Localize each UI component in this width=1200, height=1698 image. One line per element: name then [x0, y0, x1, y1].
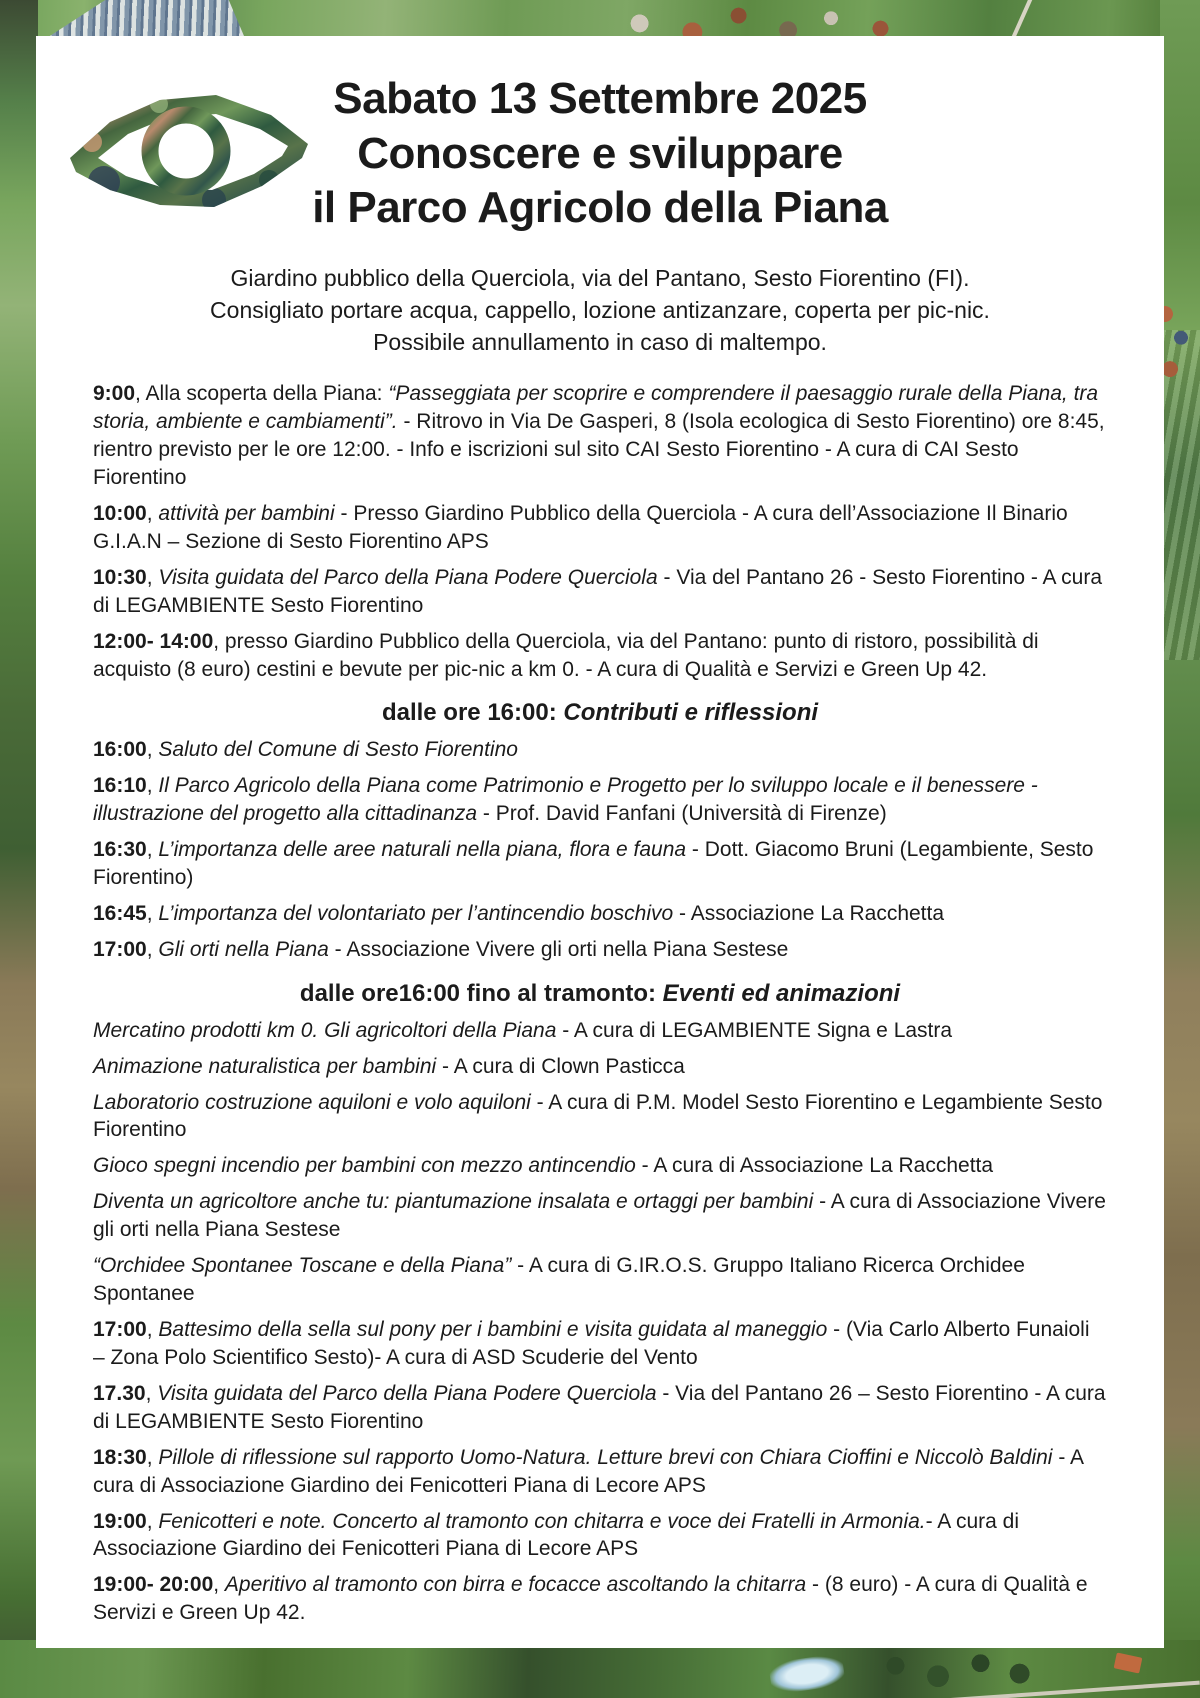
- program-entry: [93, 836, 1107, 892]
- section-heading-eventi: [93, 978, 1107, 1010]
- entry-event-title: Battesimo della sella sul pony per i bambini e visita guidata al maneggio: [158, 1317, 828, 1341]
- program-schedule: [93, 380, 1107, 1627]
- program-entry: [93, 1017, 1107, 1045]
- entry-text: - (8 euro) - A cura di Qualità e Servizi e Green Up 42.: [93, 1573, 1088, 1625]
- entry-text: , Alla scoperta della Piana:: [135, 382, 389, 406]
- program-list-contributi: [93, 736, 1107, 963]
- program-entry: [93, 500, 1107, 556]
- entry-text: - A cura di LEGAMBIENTE Signa e Lastra: [556, 1018, 953, 1042]
- entry-time-label: 9:00: [93, 382, 136, 406]
- entry-event-title: Laboratorio costruzione aquiloni e volo aquiloni: [93, 1090, 531, 1114]
- entry-text: - Associazione La Racchetta: [673, 901, 945, 925]
- title-line-date: Sabato 13 Settembre 2025: [333, 74, 867, 123]
- entry-event-title: Gioco spegni incendio per bambini con mezzo antincendio: [93, 1154, 636, 1178]
- entry-event-title: Gli orti nella Piana: [158, 937, 329, 961]
- entry-time-label: 16:00: [93, 738, 147, 762]
- entry-time-label: 16:10: [93, 774, 147, 798]
- title-line-2: Conoscere e sviluppare: [357, 128, 843, 178]
- program-entry: [93, 1444, 1107, 1500]
- entry-text: - Via del Pantano 26 – Sesto Fiorentino - A cura di LEGAMBIENTE Sesto Fiorentino: [93, 1381, 1106, 1433]
- program-entry: [93, 772, 1107, 828]
- background-fields-right: [1160, 0, 1200, 1698]
- entry-time-label: 12:00- 14:00: [93, 629, 214, 653]
- program-entry: [93, 1089, 1107, 1145]
- program-entry: [93, 1152, 1107, 1180]
- section-heading-title: Contributi e riflessioni: [563, 699, 819, 727]
- entry-text: - Prof. David Fanfani (Università di Firenze): [477, 802, 887, 826]
- program-entry: [93, 1316, 1107, 1372]
- entry-text: - (Via Carlo Alberto Funaioli – Zona Polo Scientifico Sesto)- A cura di ASD Scuderie del Vento: [93, 1317, 1090, 1369]
- entry-text: - Dott. Giacomo Bruni (Legambiente, Sesto Fiorentino): [93, 838, 1094, 890]
- entry-time-label: 10:00: [93, 501, 147, 525]
- entry-time-label: 16:30: [93, 838, 147, 862]
- program-entry: [93, 628, 1107, 684]
- entry-text: ,: [146, 1509, 159, 1533]
- entry-event-title: Diventa un agricoltore anche tu: piantumazione insalata e ortaggi per bambini: [93, 1190, 814, 1214]
- entry-text: - A cura di Associazione La Racchetta: [635, 1154, 994, 1178]
- entry-text: ,: [146, 1445, 159, 1469]
- program-entry: [93, 564, 1107, 620]
- intro-line-location: Giardino pubblico della Querciola, via del Pantano, Sesto Fiorentino (FI).: [230, 264, 970, 291]
- entry-text: , presso Giardino Pubblico della Querciola, via del Pantano: punto di ristoro, possibilità di acquisto (8 euro) cestini e bevute per pic-nic a km 0. - A cura di Qualità e Servizi e Green Up 42.: [93, 629, 1039, 681]
- entry-time-label: 17:00: [93, 1317, 147, 1341]
- parco-piana-eye-logo: [62, 84, 316, 222]
- entry-text: - A cura di Associazione Vivere gli orti nella Piana Sestese: [93, 1190, 1106, 1242]
- program-entry: [93, 936, 1107, 964]
- program-list-eventi: [93, 1017, 1107, 1628]
- program-entry: [93, 900, 1107, 928]
- entry-event-title: Visita guidata del Parco della Piana Podere Querciola: [158, 565, 658, 589]
- entry-event-title: Il Parco Agricolo della Piana come Patrimonio e Progetto per lo sviluppo locale e il benessere - illustrazione del progetto alla cittadinanza: [93, 774, 1038, 826]
- entry-event-title: Mercatino prodotti km 0. Gli agricoltori della Piana: [93, 1018, 557, 1042]
- intro-line-advice: Consigliato portare acqua, cappello, lozione antizanzare, coperta per pic-nic.: [210, 296, 990, 323]
- entry-event-title: Aperitivo al tramonto con birra e focacce ascoltando la chitarra: [224, 1573, 807, 1597]
- entry-event-title: “Orchidee Spontanee Toscane e della Piana”: [93, 1254, 512, 1278]
- entry-text: - A cura di P.M. Model Sesto Fiorentino e Legambiente Sesto Fiorentino: [93, 1090, 1103, 1142]
- title-line-3: il Parco Agricolo della Piana: [312, 183, 888, 233]
- entry-time-label: 17:00: [93, 937, 147, 961]
- intro-paragraph: [93, 262, 1107, 359]
- entry-text: - Associazione Vivere gli orti nella Piana Sestese: [328, 937, 789, 961]
- eye-iris-ring: [150, 115, 222, 187]
- background-trees-bottom: [870, 1645, 1040, 1697]
- program-entry: [93, 736, 1107, 764]
- entry-event-title: Pillole di riflessione sul rapporto Uomo-Natura. Letture brevi con Chiara Cioffini e Niccolò Baldini: [158, 1445, 1053, 1469]
- entry-event-title: “Passeggiata per scoprire e comprendere il paesaggio rurale della Piana, tra storia, ambiente e cambiamenti”.: [93, 382, 1099, 434]
- entry-time-label: 19:00- 20:00: [93, 1573, 214, 1597]
- entry-event-title: Fenicotteri e note. Concerto al tramonto con chitarra e voce dei Fratelli in Armonia.: [158, 1509, 926, 1533]
- entry-text: ,: [146, 501, 159, 525]
- entry-event-title: attività per bambini: [158, 501, 335, 525]
- entry-event-title: L’importanza del volontariato per l’antincendio boschivo: [158, 901, 674, 925]
- entry-text: ,: [146, 1317, 159, 1341]
- section-heading-prefix: dalle ore16:00 fino al tramonto:: [299, 979, 663, 1007]
- entry-time-label: 17.30: [93, 1381, 146, 1405]
- entry-time-label: 16:45: [93, 901, 147, 925]
- entry-time-label: 18:30: [93, 1445, 147, 1469]
- entry-text: ,: [146, 901, 159, 925]
- program-list-morning: [93, 380, 1107, 683]
- entry-text: - Presso Giardino Pubblico della Querciola - A cura dell’Associazione Il Binario G.I.A.N – Sezione di Sesto Fiorentino APS: [93, 501, 1068, 553]
- entry-time-label: 10:30: [93, 565, 147, 589]
- section-heading-title: Eventi ed animazioni: [662, 979, 901, 1007]
- entry-text: ,: [145, 1381, 158, 1405]
- entry-text: - A cura di G.IR.O.S. Gruppo Italiano Ricerca Orchidee Spontanee: [93, 1254, 1025, 1306]
- entry-text: - Via del Pantano 26 - Sesto Fiorentino - A cura di LEGAMBIENTE Sesto Fiorentino: [93, 565, 1103, 617]
- entry-text: ,: [146, 565, 159, 589]
- entry-text: ,: [146, 738, 159, 762]
- background-fields-left: [0, 0, 38, 1698]
- entry-event-title: Saluto del Comune di Sesto Fiorentino: [158, 738, 518, 762]
- program-entry: [93, 1380, 1107, 1436]
- program-entry: [93, 380, 1107, 492]
- program-entry: [93, 1252, 1107, 1308]
- entry-text: ,: [146, 774, 159, 798]
- entry-text: ,: [213, 1573, 225, 1597]
- entry-text: - A cura di Associazione Giardino dei Fenicotteri Piana di Lecore APS: [93, 1445, 1083, 1497]
- entry-event-title: Animazione naturalistica per bambini: [93, 1054, 437, 1078]
- flyer-panel: [36, 36, 1164, 1648]
- section-heading-prefix: dalle ore 16:00:: [381, 699, 564, 727]
- entry-text: ,: [146, 937, 159, 961]
- program-entry: [93, 1053, 1107, 1081]
- entry-text: ,: [146, 838, 159, 862]
- entry-event-title: Visita guidata del Parco della Piana Podere Querciola: [157, 1381, 657, 1405]
- entry-text: - A cura di Associazione Giardino dei Fenicotteri Piana di Lecore APS: [93, 1509, 1020, 1561]
- program-entry: [93, 1188, 1107, 1244]
- program-entry: [93, 1571, 1107, 1627]
- entry-time-label: 19:00: [93, 1509, 147, 1533]
- intro-line-weather: Possibile annullamento in caso di maltempo.: [373, 329, 827, 356]
- entry-text: - A cura di Clown Pasticca: [436, 1054, 685, 1078]
- program-entry: [93, 1508, 1107, 1564]
- entry-event-title: L’importanza delle aree naturali nella piana, flora e fauna: [158, 838, 687, 862]
- section-heading-contributi: [93, 697, 1107, 729]
- entry-text: - Ritrovo in Via De Gasperi, 8 (Isola ecologica di Sesto Fiorentino) ore 8:45, rientro previsto per le ore 12:00. - Info e iscrizioni sul sito CAI Sesto Fiorentino - A cura di CAI Sesto Fiorentino: [93, 410, 1105, 489]
